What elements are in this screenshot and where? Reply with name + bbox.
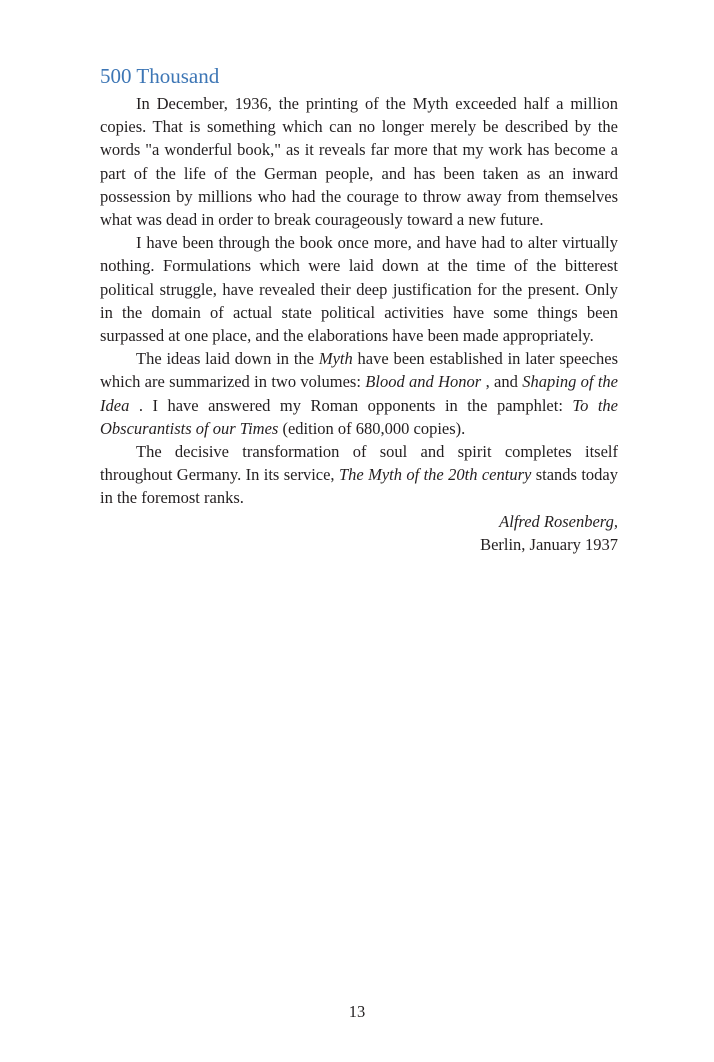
- paragraph-3-text-2: have been established in later speeches which are summarized in two volumes:: [100, 349, 618, 392]
- author-name: Alfred Rosenberg,: [499, 511, 618, 531]
- paragraph-3: [100, 347, 618, 440]
- page-number: 13: [348, 1002, 366, 1021]
- paragraph-4-text-2: stands today in the foremost ranks.: [100, 465, 618, 508]
- title-myth: Myth: [318, 349, 353, 369]
- title-shaping-of-the-idea: Shaping of the Idea: [100, 372, 619, 415]
- paragraph-2: I have been through the book once more, and have had to alter virtually nothing. Formulations which were laid down at the time of the bitterest political struggle, have revealed their deep justification for the present. Only in the domain of actual state political activities have some things been surpassed at one place, and the elaborations have been made appropriately.: [100, 233, 618, 346]
- page-body: [100, 62, 618, 556]
- title-blood-and-honor: Blood and Honor: [365, 372, 482, 392]
- section-heading: 500 Thousand: [100, 64, 220, 88]
- paragraph-4: [100, 440, 618, 510]
- paragraph-3-text-1: The ideas laid down in the: [136, 349, 319, 369]
- paragraph-1: In December, 1936, the printing of the Myth exceeded half a million copies. That is something which can no longer merely be described by the words "a wonderful book," as it reveals far more that my work has become a part of the life of the German people, and has been taken as an inward possession by millions who had the courage to throw away from themselves what was dead in order to break courageously toward a new future.: [100, 94, 618, 230]
- paragraph-3-text-5: (edition of 680,000 copies).: [278, 418, 466, 438]
- signature-place-date: Berlin, January 1937: [480, 534, 618, 554]
- signature-name: [100, 510, 618, 533]
- paragraph-3-text-4: . I have answered my Roman opponents in the pamphlet:: [129, 395, 573, 415]
- title-obscurantists: To the Obscurantists of our Times: [100, 395, 618, 438]
- title-myth-20th-century: The Myth of the 20th century: [338, 465, 532, 485]
- paragraph-3-text-3: , and: [481, 372, 523, 392]
- paragraph-4-text-1: The decisive transformation of soul and spirit completes itself throughout Germany. In its service,: [100, 442, 618, 485]
